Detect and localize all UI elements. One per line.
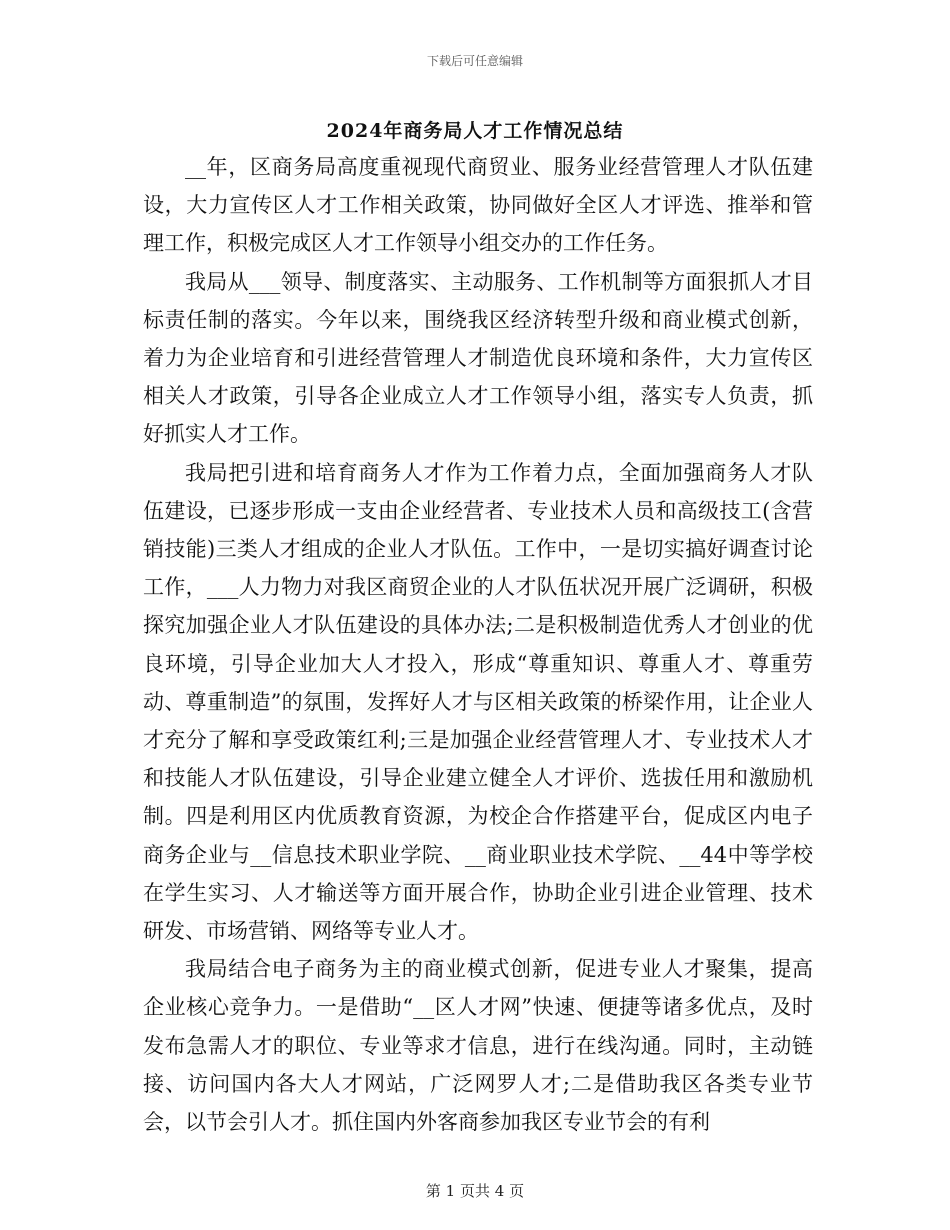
document-title: 2024年商务局人才工作情况总结	[326, 120, 624, 142]
paragraph-3: 我局把引进和培育商务人才作为工作着力点，全面加强商务人才队伍建设，已逐步形成一支由企业经营者、专业技术人员和高级技工(含营销技能)三类人才组成的企业人才队伍。工作中，一是切实搞好调查讨论工作，___人力物力对我区商贸企业的人才队伍状况开展广泛调研，积极探究加强企业人才队伍建设的具体办法;二是积极制造优秀人才创业的优良环境，引导企业加大人才投入，形成“尊重知识、尊重人才、尊重劳动、尊重制造”的氛围，发挥好人才与区相关政策的桥梁作用，让企业人才充分了解和享受政策红利;三是加强企业经营管理人才、专业技术人才和技能人才队伍建设，引导企业建立健全人才评价、选拔任用和激励机制。四是利用区内优质教育资源，为校企合作搭建平台，促成区内电子商务企业与__信息技术职业学院、__商业职业技术学院、__44中等学校在学生实习、人才输送等方面开展合作，协助企业引进企业管理、技术研发、市场营销、网络等专业人才。	[143, 460, 813, 944]
header-note: 下载后可任意编辑	[426, 54, 523, 68]
paragraph-4: 我局结合电子商务为主的商业模式创新，促进专业人才聚集，提高企业核心竞争力。一是借助“__区人才网”快速、便捷等诸多优点，及时发布急需人才的职位、专业等求才信息，进行在线沟通。同时，主动链接、访问国内各大人才网站，广泛网罗人才;二是借助我区各类专业节会，以节会引人才。抓住国内外客商参加我区专业节会的有利	[143, 957, 813, 1135]
page-number: 第 1 页共 4 页	[425, 1182, 525, 1200]
paragraph-2: 我局从___领导、制度落实、主动服务、工作机制等方面狠抓人才目标责任制的落实。今年以来，围绕我区经济转型升级和商业模式创新，着力为企业培育和引进经营管理人才制造优良环境和条件，大力宣传区相关人才政策，引导各企业成立人才工作领导小组，落实专人负责，抓好抓实人才工作。	[143, 269, 813, 447]
document-body	[143, 148, 813, 1141]
paragraph-1: __年，区商务局高度重视现代商贸业、服务业经营管理人才队伍建设，大力宣传区人才工作相关政策，协同做好全区人才评选、推举和管理工作，积极完成区人才工作领导小组交办的工作任务。	[143, 155, 813, 256]
